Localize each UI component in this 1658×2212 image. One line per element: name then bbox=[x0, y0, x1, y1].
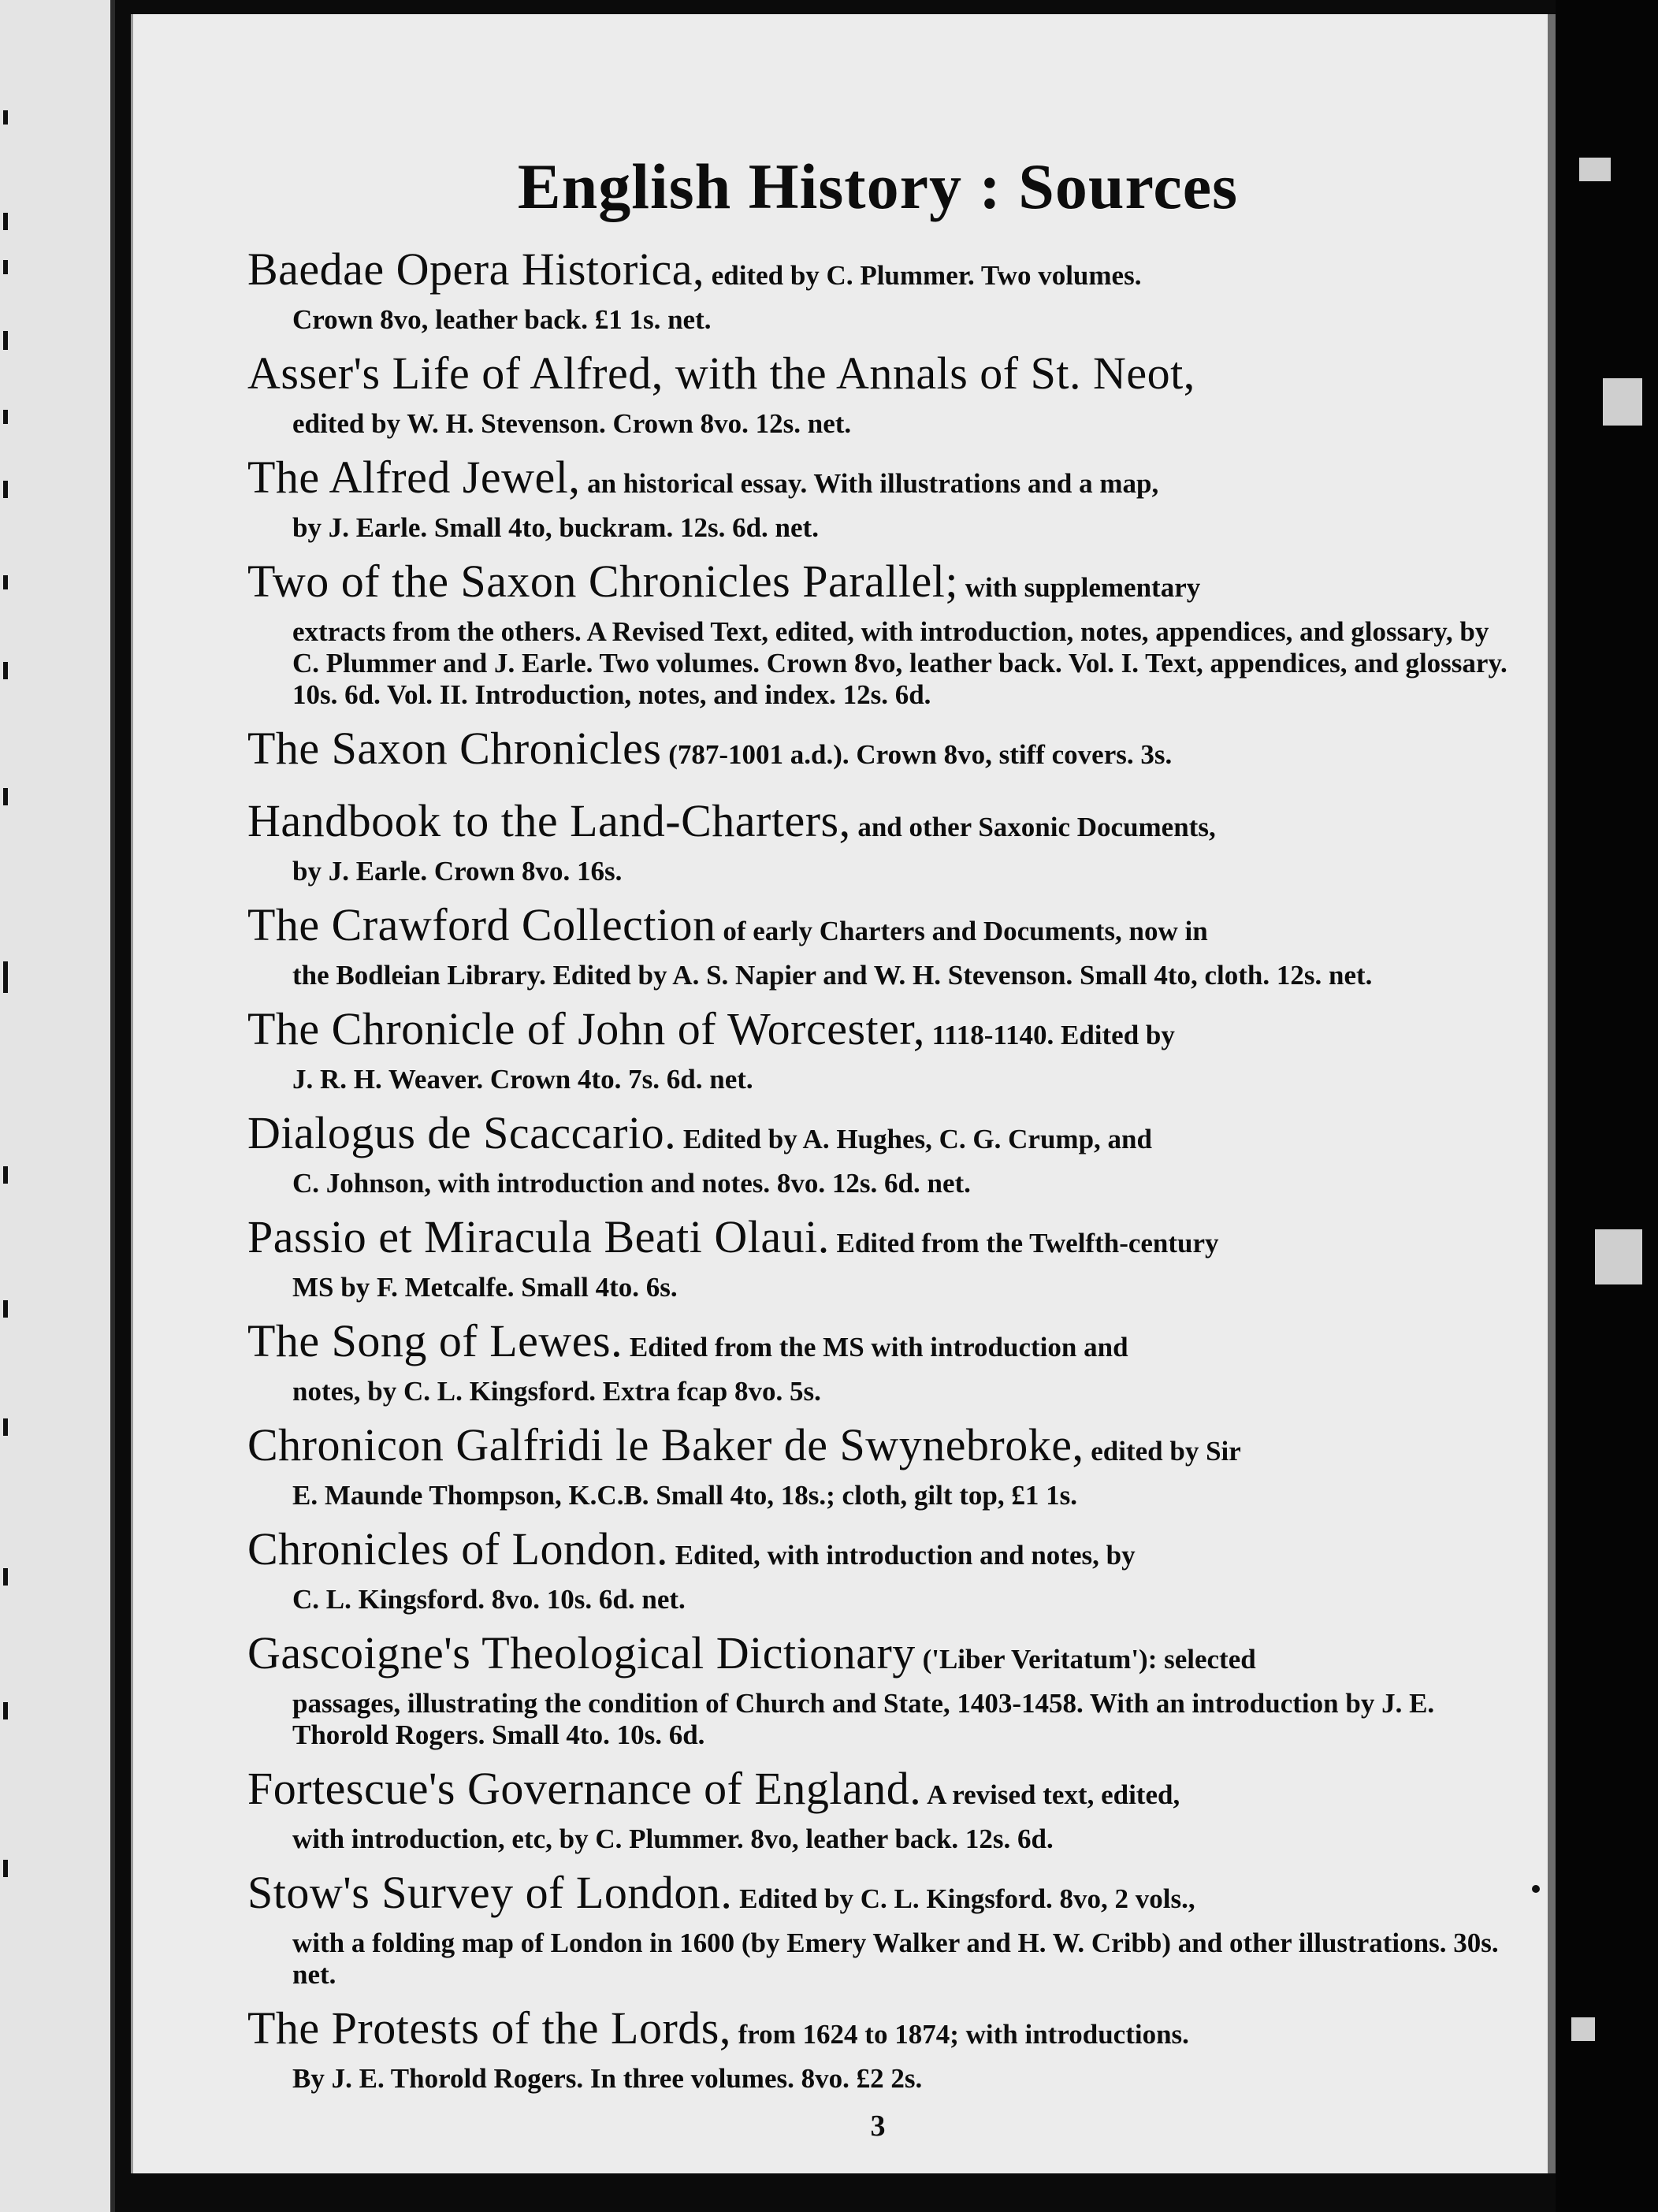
list-item bbox=[247, 1107, 1508, 1199]
list-item bbox=[247, 1765, 1508, 1855]
list-item bbox=[247, 454, 1508, 544]
entry-description: J. R. H. Weaver. Crown 4to. 7s. 6d. net. bbox=[292, 1064, 753, 1095]
adjacent-page-mark bbox=[3, 961, 8, 993]
binding-wear bbox=[1571, 2017, 1595, 2041]
list-item bbox=[247, 1869, 1508, 1991]
adjacent-page-edge bbox=[0, 0, 115, 2212]
adjacent-page-mark bbox=[3, 1702, 8, 1719]
list-item bbox=[247, 725, 1508, 783]
adjacent-page-mark bbox=[3, 110, 8, 125]
adjacent-page-mark bbox=[3, 331, 8, 350]
list-item bbox=[247, 1523, 1508, 1615]
list-item bbox=[247, 1315, 1508, 1407]
adjacent-page-mark bbox=[3, 410, 8, 424]
entry-details: edited by Sir bbox=[1084, 1436, 1241, 1467]
adjacent-page-mark bbox=[3, 481, 8, 498]
entry-title: Gascoigne's Theological Dictionary bbox=[247, 1627, 916, 1679]
entry-description: MS by F. Metcalfe. Small 4to. 6s. bbox=[292, 1272, 678, 1303]
entry-title: The Alfred Jewel, bbox=[247, 452, 581, 503]
entry-details: 1118-1140. Edited by bbox=[924, 1020, 1175, 1050]
entry-details: Edited by A. Hughes, C. G. Crump, and bbox=[676, 1124, 1152, 1154]
page-content bbox=[247, 150, 1508, 2143]
list-item bbox=[247, 558, 1508, 711]
entry-description: By J. E. Thorold Rogers. In three volumes. 8vo. £2 2s. bbox=[292, 2063, 923, 2094]
entry-title: Handbook to the Land-Charters, bbox=[247, 795, 851, 846]
entry-title: Dialogus de Scaccario. bbox=[247, 1107, 677, 1158]
list-item bbox=[247, 2002, 1508, 2095]
entry-title: The Crawford Collection bbox=[247, 899, 716, 950]
entry-description: C. Johnson, with introduction and notes. 8vo. 12s. 6d. net. bbox=[292, 1168, 971, 1199]
entry-description: with introduction, etc, by C. Plummer. 8vo, leather back. 12s. 6d. bbox=[292, 1824, 1054, 1854]
entry-details: with supplementary bbox=[957, 572, 1201, 603]
adjacent-page-mark bbox=[3, 260, 8, 274]
entry-details: Edited, with introduction and notes, by bbox=[668, 1540, 1136, 1571]
list-item bbox=[247, 899, 1508, 991]
book-binding bbox=[1556, 0, 1658, 2212]
entry-details: edited by C. Plummer. Two volumes. bbox=[704, 260, 1142, 291]
entry-description: by J. Earle. Crown 8vo. 16s. bbox=[292, 856, 623, 887]
entry-details: Edited from the Twelfth-century bbox=[829, 1228, 1219, 1258]
entry-title: The Protests of the Lords, bbox=[247, 2002, 731, 2054]
binding-wear bbox=[1579, 158, 1611, 181]
margin-dot bbox=[1532, 1885, 1540, 1893]
entry-description: extracts from the others. A Revised Text, edited, with introduction, notes, appendices, and glossary, by C. Plummer and J. Earle. Two volumes. Crown 8vo, leather back. Vol. I. Text, appendices, and glossary. 10s. 6d. Vol. II. Introduction, notes, and index. 12s. 6d. bbox=[292, 616, 1507, 710]
page-heading: English History : Sources bbox=[517, 151, 1239, 222]
bibliography-list bbox=[247, 246, 1508, 2095]
adjacent-page-mark bbox=[3, 788, 8, 805]
list-item bbox=[247, 1419, 1508, 1511]
adjacent-page-mark bbox=[3, 1166, 8, 1184]
entry-details: Edited from the MS with introduction and bbox=[623, 1332, 1128, 1363]
book-page bbox=[131, 14, 1556, 2173]
adjacent-page-mark bbox=[3, 1300, 8, 1318]
entry-details: ('Liber Veritatum'): selected bbox=[915, 1644, 1256, 1675]
entry-description: with a folding map of London in 1600 (by Emery Walker and H. W. Cribb) and other illustrations. 30s. net. bbox=[292, 1928, 1499, 1990]
adjacent-page-mark bbox=[3, 575, 8, 589]
list-item bbox=[247, 246, 1508, 336]
list-item bbox=[247, 1211, 1508, 1303]
adjacent-page-mark bbox=[3, 213, 8, 230]
list-item bbox=[247, 797, 1508, 887]
entry-description: C. L. Kingsford. 8vo. 10s. 6d. net. bbox=[292, 1584, 686, 1615]
entry-title: Fortescue's Governance of England. bbox=[247, 1763, 922, 1814]
entry-details: (787-1001 a.d.). Crown 8vo, stiff covers. 3s. bbox=[661, 739, 1173, 770]
entry-title: Asser's Life of Alfred, with the Annals of St. Neot, bbox=[247, 348, 1195, 399]
adjacent-page-mark bbox=[3, 1418, 8, 1436]
entry-title: Baedae Opera Historica, bbox=[247, 244, 704, 295]
entry-title: The Chronicle of John of Worcester, bbox=[247, 1003, 925, 1054]
list-item bbox=[247, 1003, 1508, 1095]
entry-details: Edited by C. L. Kingsford. 8vo, 2 vols., bbox=[732, 1883, 1195, 1914]
adjacent-page-mark bbox=[3, 1860, 8, 1877]
entry-description: passages, illustrating the condition of Church and State, 1403-1458. With an introduction by J. E. Thorold Rogers. Small 4to. 10s. 6d. bbox=[292, 1688, 1435, 1750]
adjacent-page-mark bbox=[3, 1568, 8, 1586]
entry-details: A revised text, edited, bbox=[921, 1779, 1180, 1810]
entry-description: by J. Earle. Small 4to, buckram. 12s. 6d. net. bbox=[292, 512, 819, 543]
entry-title: Two of the Saxon Chronicles Parallel; bbox=[247, 556, 958, 607]
entry-title: Passio et Miracula Beati Olaui. bbox=[247, 1211, 830, 1262]
entry-title: Stow's Survey of London. bbox=[247, 1867, 733, 1918]
adjacent-page-mark bbox=[3, 662, 8, 679]
entry-description: Crown 8vo, leather back. £1 1s. net. bbox=[292, 304, 712, 335]
page-number: 3 bbox=[870, 2110, 886, 2143]
entry-details: an historical essay. With illustrations and a map, bbox=[580, 468, 1159, 499]
entry-details: of early Charters and Documents, now in bbox=[716, 916, 1208, 946]
entry-title: The Saxon Chronicles bbox=[247, 723, 662, 774]
entry-description: E. Maunde Thompson, K.C.B. Small 4to, 18s.; cloth, gilt top, £1 1s. bbox=[292, 1480, 1078, 1511]
entry-details: from 1624 to 1874; with introductions. bbox=[730, 2019, 1189, 2050]
entry-title: Chronicon Galfridi le Baker de Swynebroke, bbox=[247, 1419, 1084, 1470]
binding-wear bbox=[1603, 378, 1642, 426]
list-item bbox=[247, 1627, 1508, 1751]
entry-description: notes, by C. L. Kingsford. Extra fcap 8vo. 5s. bbox=[292, 1376, 821, 1407]
entry-details: and other Saxonic Documents, bbox=[850, 812, 1216, 842]
entry-title: Chronicles of London. bbox=[247, 1523, 669, 1574]
entry-description: the Bodleian Library. Edited by A. S. Napier and W. H. Stevenson. Small 4to, cloth. 12s. net. bbox=[292, 960, 1373, 991]
entry-title: The Song of Lewes. bbox=[247, 1315, 623, 1366]
entry-description: edited by W. H. Stevenson. Crown 8vo. 12s. net. bbox=[292, 408, 852, 439]
binding-wear bbox=[1595, 1229, 1642, 1284]
list-item bbox=[247, 350, 1508, 440]
